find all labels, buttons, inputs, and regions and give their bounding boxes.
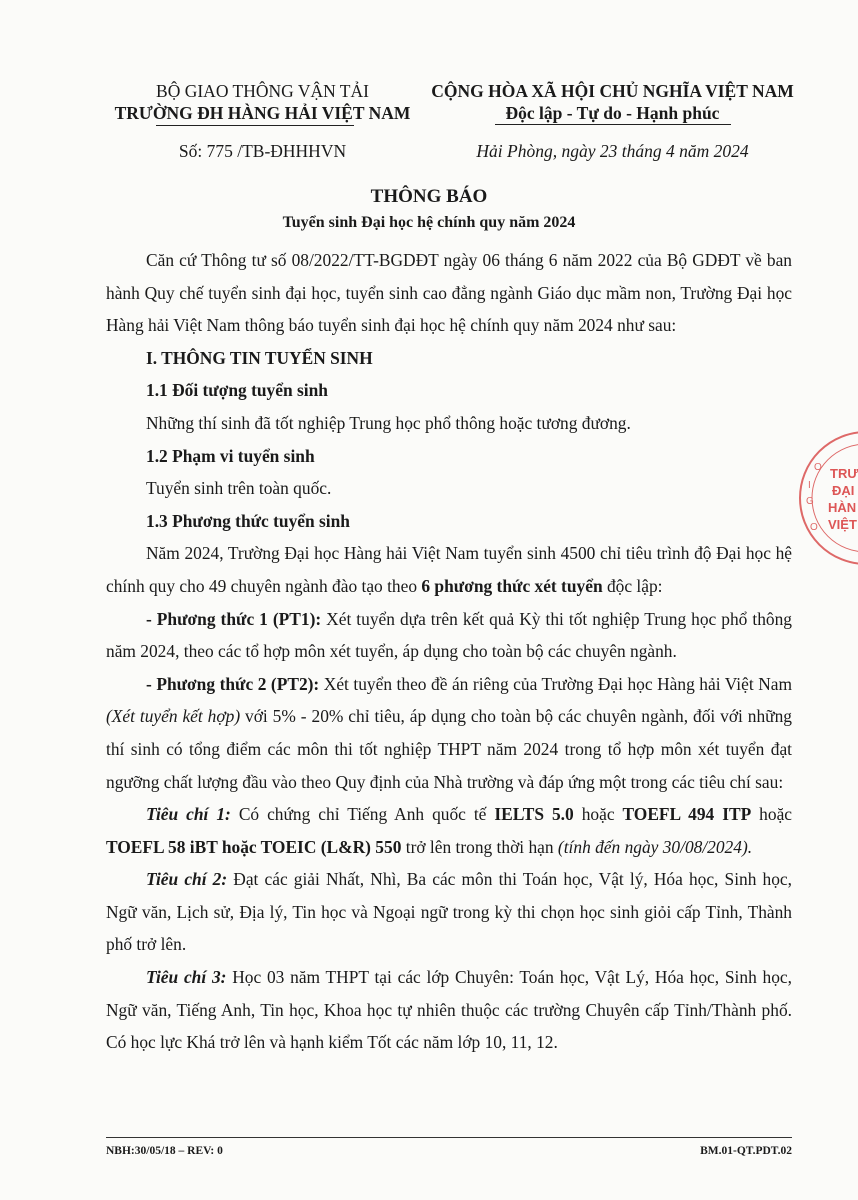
paragraph: Những thí sinh đã tốt nghiệp Trung học phổ thông hoặc tương đương.	[146, 412, 631, 433]
text: Có chứng chỉ Tiếng Anh quốc tế	[230, 804, 495, 825]
motto: Độc lập - Tự do - Hạnh phúc	[505, 103, 720, 123]
text: Học 03 năm THPT tại các lớp Chuyên: Toán học, Vật Lý, Hóa học, Sinh học, Ngữ văn, Tiếng Anh, Tin học, Khoa học tự nhiên thuộc các trường Chuyên cấp Tỉnh/Thành phố. Có học lực Khá trở lên và hạnh kiểm Tốt các năm lớp 10, 11, 12.	[106, 967, 792, 1053]
criterion-label: Tiêu chí 3:	[146, 967, 227, 988]
document-title: THÔNG BÁO	[370, 186, 488, 207]
footer-divider	[106, 1137, 792, 1138]
subsection-heading: 1.3 Phương thức tuyển sinh	[146, 510, 350, 531]
text: Xét tuyển theo đề án riêng của Trường Đại học Hàng hải Việt Nam	[319, 673, 792, 694]
criterion-1	[106, 798, 792, 863]
svg-text:VIỆT: VIỆT	[828, 517, 857, 532]
method-2	[106, 668, 792, 798]
document-number: Số: 775 /TB-ĐHHHVN	[178, 141, 347, 161]
text: hoặc	[751, 804, 793, 825]
republic-name: CỘNG HÒA XÃ HỘI CHỦ NGHĨA VIỆT NAM	[431, 81, 794, 101]
svg-text:O: O	[810, 522, 818, 533]
criterion-label: Tiêu chí 1:	[146, 804, 231, 825]
national-block	[420, 80, 805, 124]
text: hoặc	[573, 804, 623, 825]
document-subtitle: Tuyển sinh Đại học hệ chính quy năm 2024	[282, 214, 576, 231]
footer-form-code: BM.01-QT.PDT.02	[700, 1145, 792, 1157]
emphasis: TOEFL 494 ITP	[622, 804, 752, 825]
paragraph	[106, 537, 792, 602]
text: Đạt các giải Nhất, Nhì, Ba các môn thi Toán học, Vật lý, Hóa học, Sinh học, Ngữ văn, Lịch sử, Địa lý, Tin học và Ngoại ngữ trong kỳ thi chọn học sinh giỏi cấp Tỉnh, Thành phố trở lên.	[106, 869, 792, 955]
emphasis: TOEFL 58 iBT hoặc TOEIC (L&R) 550	[106, 836, 402, 857]
svg-text:O: O	[814, 462, 822, 473]
paragraph: Tuyển sinh trên toàn quốc.	[146, 478, 332, 499]
svg-text:G: G	[806, 496, 814, 507]
text: với 5% - 20% chỉ tiêu, áp dụng cho toàn bộ các chuyên ngành, đối với những thí sinh có tổng điểm các môn thi tốt nghiệp THPT năm 2024 trong tổ hợp môn xét tuyển đạt ngưỡng chất lượng đầu vào theo Quy định của Nhà trường và đáp ứng một trong các tiêu chí sau:	[106, 706, 793, 792]
motto-underline	[495, 124, 731, 125]
criterion-2	[106, 863, 792, 961]
university-seal	[790, 430, 858, 566]
text: Xét tuyển dựa trên kết quả Kỳ thi tốt nghiệp Trung học phổ thông năm 2024, theo các tổ hợp môn xét tuyển, áp dụng cho toàn bộ các chuyên ngành.	[106, 608, 792, 662]
ministry-name: BỘ GIAO THÔNG VẬN TẢI	[156, 81, 369, 101]
intro-paragraph: Căn cứ Thông tư số 08/2022/TT-BGDĐT ngày 06 tháng 6 năm 2022 của Bộ GDĐT về ban hành Quy chế tuyển sinh đại học, tuyển sinh cao đẳng ngành Giáo dục mầm non, Trường Đại học Hàng hải Việt Nam thông báo tuyển sinh đại học hệ chính quy năm 2024 như sau:	[106, 250, 792, 336]
criterion-3	[106, 961, 792, 1059]
emphasis: (Xét tuyển kết hợp)	[106, 706, 241, 727]
emphasis: (tính đến ngày 30/08/2024).	[557, 836, 753, 857]
section-heading: I. THÔNG TIN TUYỂN SINH	[146, 347, 373, 368]
subsection-heading: 1.1 Đối tượng tuyển sinh	[146, 380, 328, 401]
svg-text:HÀN: HÀN	[828, 500, 857, 515]
svg-text:TRƯ: TRƯ	[830, 466, 858, 481]
issuer-block	[100, 80, 425, 124]
text: độc lập:	[602, 575, 663, 596]
svg-text:ĐẠI: ĐẠI	[832, 483, 855, 498]
place-date: Hải Phòng, ngày 23 tháng 4 năm 2024	[476, 141, 749, 161]
document-body	[106, 244, 792, 1059]
issuer-underline	[156, 125, 354, 126]
university-name: TRƯỜNG ĐH HÀNG HẢI VIỆT NAM	[114, 103, 411, 123]
criterion-label: Tiêu chí 2:	[146, 869, 228, 890]
method-1	[106, 603, 792, 668]
footer-revision: NBH:30/05/18 – REV: 0	[106, 1145, 223, 1157]
method-label: - Phương thức 2 (PT2):	[146, 673, 320, 694]
text: Năm 2024, Trường Đại học Hàng hải Việt Nam tuyển sinh 4500 chỉ tiêu trình độ Đại học hệ chính quy cho 49 chuyên ngành đào tạo theo	[106, 543, 792, 596]
svg-text:I: I	[808, 480, 811, 491]
emphasis: IELTS 5.0	[494, 804, 574, 825]
subsection-heading: 1.2 Phạm vi tuyển sinh	[146, 445, 315, 466]
text: trở lên trong thời hạn	[401, 836, 558, 857]
emphasis: 6 phương thức xét tuyển	[421, 575, 603, 596]
method-label: - Phương thức 1 (PT1):	[146, 608, 322, 629]
